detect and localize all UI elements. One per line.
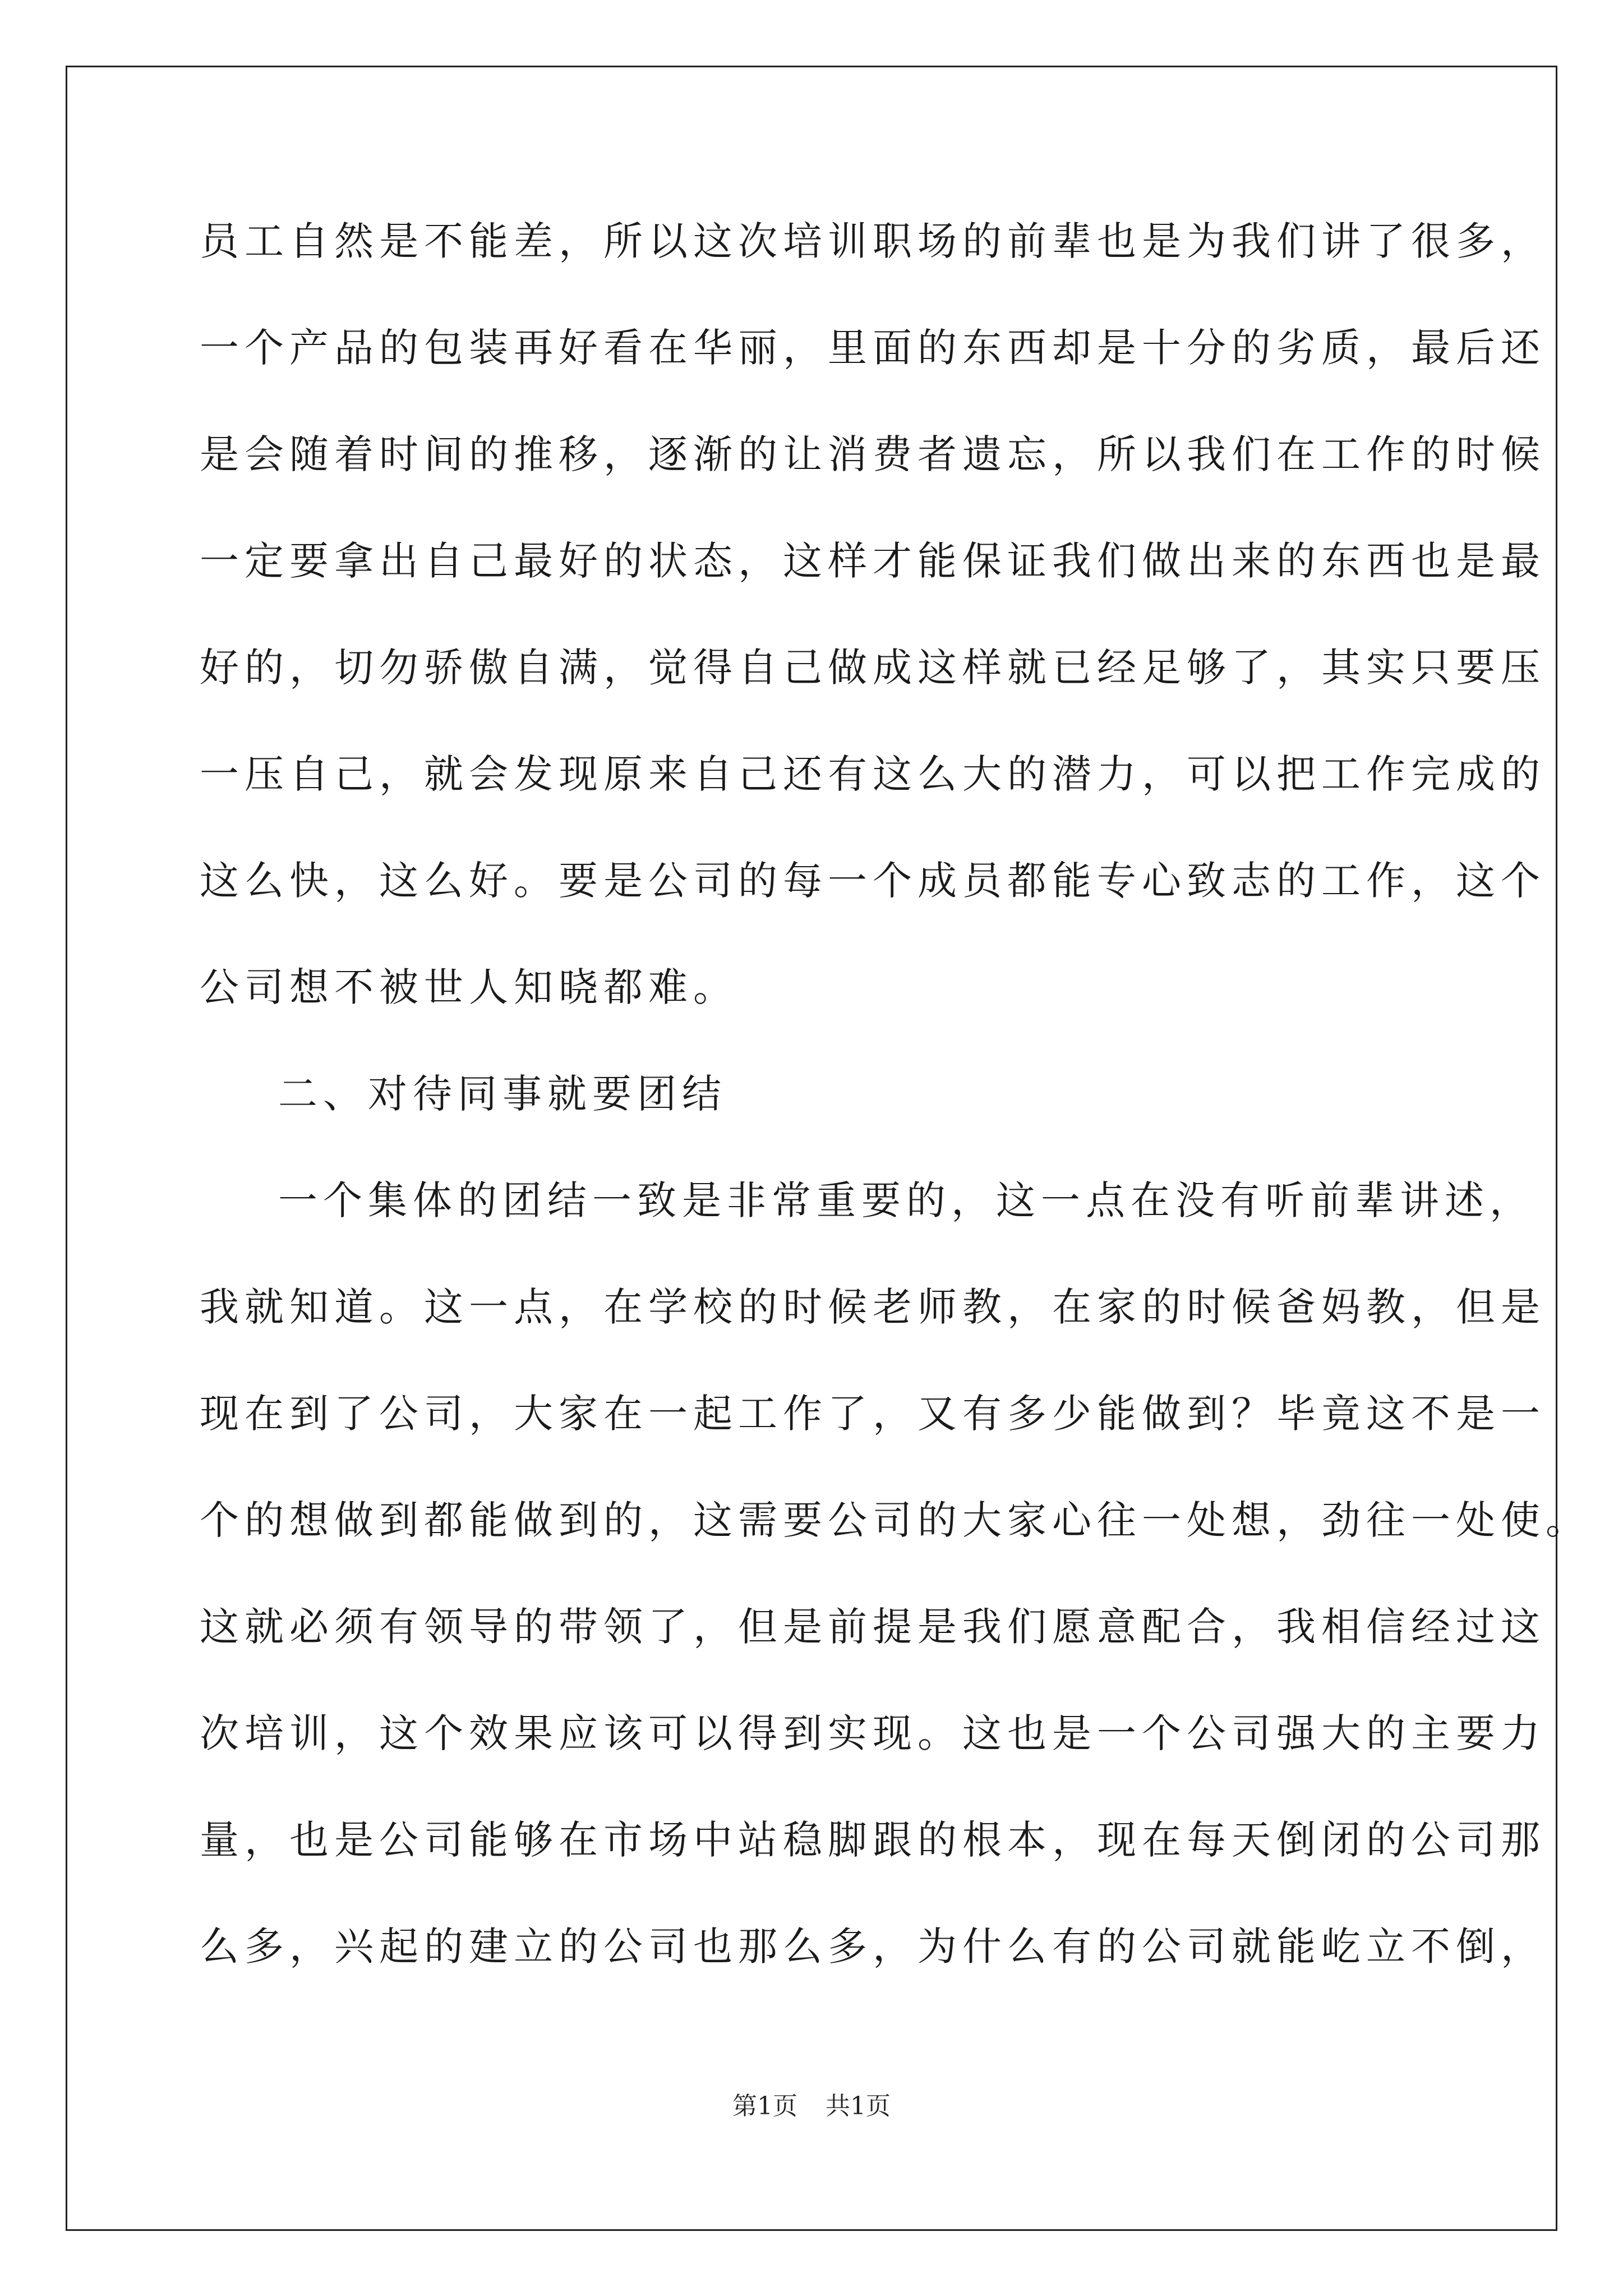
section-heading: 二、对待同事就要团结 [278,1071,727,1117]
body-line-7: 这么快，这么好。要是公司的每一个成员都能专心致志的工作，这个 [200,858,1546,904]
body-line-14: 这就必须有领导的带领了，但是前提是我们愿意配合，我相信经过这 [200,1604,1546,1650]
body-line-8: 公司想不被世人知晓都难。 [200,964,738,1010]
body-line-10: 一个集体的团结一致是非常重要的，这一点在没有听前辈讲述， [278,1177,1534,1223]
body-line-4: 一定要拿出自己最好的状态，这样才能保证我们做出来的东西也是最 [200,538,1546,584]
page-total: 共1页 [826,2092,891,2120]
page-footer [0,2090,1623,2123]
body-line-1: 员工自然是不能差，所以这次培训职场的前辈也是为我们讲了很多， [200,218,1546,264]
page-number: 第1页 [732,2092,797,2120]
body-line-2: 一个产品的包装再好看在华丽，里面的东西却是十分的劣质，最后还 [200,325,1546,371]
body-line-13: 个的想做到都能做到的，这需要公司的大家心往一处想，劲往一处使。 [200,1497,1590,1543]
body-line-6: 一压自己，就会发现原来自己还有这么大的潜力，可以把工作完成的 [200,751,1546,797]
page-border [66,66,1557,2231]
body-line-11: 我就知道。这一点，在学校的时候老师教，在家的时候爸妈教，但是 [200,1284,1546,1330]
body-line-17: 么多，兴起的建立的公司也那么多，为什么有的公司就能屹立不倒， [200,1924,1546,1970]
body-line-3: 是会随着时间的推移，逐渐的让消费者遗忘，所以我们在工作的时候 [200,431,1546,477]
body-line-16: 量，也是公司能够在市场中站稳脚跟的根本，现在每天倒闭的公司那 [200,1817,1546,1863]
body-line-15: 次培训，这个效果应该可以得到实现。这也是一个公司强大的主要力 [200,1710,1546,1756]
body-line-12: 现在到了公司，大家在一起工作了，又有多少能做到？毕竟这不是一 [200,1391,1546,1437]
body-line-5: 好的，切勿骄傲自满，觉得自己做成这样就已经足够了，其实只要压 [200,645,1546,691]
